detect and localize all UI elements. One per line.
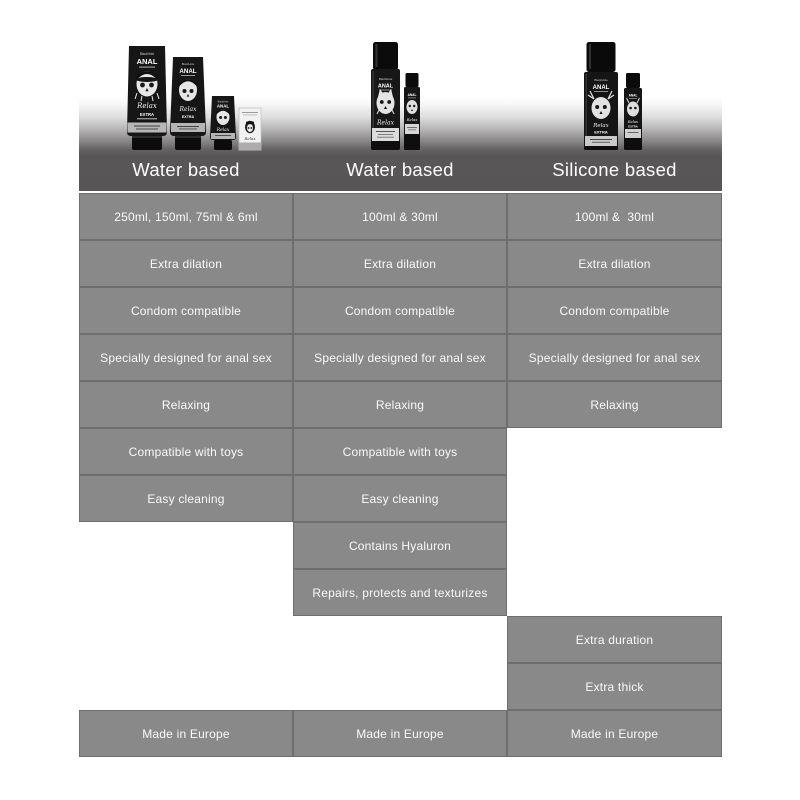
cell-c3-relaxing: Relaxing xyxy=(507,381,722,428)
cell-c2-made-in-europe: Made in Europe xyxy=(293,710,507,757)
cell-c3-made-in-europe: Made in Europe xyxy=(507,710,722,757)
label-script-text: Relax xyxy=(593,123,609,129)
cell-c3-extra-thick: Extra thick xyxy=(507,663,722,710)
label-sub-text: EXTRA xyxy=(628,124,638,129)
cell-c1-easy-cleaning: Easy cleaning xyxy=(79,475,293,522)
cell-c3-extra-dilation: Extra dilation xyxy=(507,240,722,287)
cell-c1-anal-design: Specially designed for anal sex xyxy=(79,334,293,381)
cell-c1-made-in-europe: Made in Europe xyxy=(79,710,293,757)
skull-cap-emblem-dark xyxy=(245,121,255,133)
product-image-silicone-based-sprays xyxy=(578,40,646,152)
label-sub-text: EXTRA xyxy=(594,129,608,135)
label-title-text: ANAL xyxy=(592,85,610,91)
label-script-text: Relax xyxy=(377,119,394,127)
label-sub-text: EXTRA xyxy=(181,115,195,119)
cell-c1-condom: Condom compatible xyxy=(79,287,293,334)
cell-c2-anal-design: Specially designed for anal sex xyxy=(293,334,507,381)
spray-30ml xyxy=(404,73,420,150)
cell-c2-sizes: 100ml & 30ml xyxy=(293,193,507,240)
cell-c2-easy-cleaning: Easy cleaning xyxy=(293,475,507,522)
label-title-text: ANAL xyxy=(377,83,394,90)
tube-150ml xyxy=(170,57,206,150)
wolf-emblem xyxy=(407,100,418,114)
label-script-text: Relax xyxy=(244,136,256,141)
spray-100ml xyxy=(584,42,618,150)
cell-c3-extra-duration: Extra duration xyxy=(507,616,722,663)
label-title-text: ANAL xyxy=(136,57,158,66)
cell-c2-hyaluron: Contains Hyaluron xyxy=(293,522,507,569)
label-title-text: ANAL xyxy=(407,93,417,97)
brand-text: BlackHole xyxy=(378,77,393,81)
product-image-water-based-sprays xyxy=(366,40,424,152)
cell-c2-extra-dilation: Extra dilation xyxy=(293,240,507,287)
label-title-text: ANAL xyxy=(628,93,638,98)
spray-30ml xyxy=(624,73,642,150)
label-title-text: ANAL xyxy=(179,68,197,75)
tube-75ml xyxy=(210,96,236,150)
label-sub-text: EXTRA xyxy=(139,112,155,117)
cell-c3-condom: Condom compatible xyxy=(507,287,722,334)
cell-c1-toys: Compatible with toys xyxy=(79,428,293,475)
cell-c2-relaxing: Relaxing xyxy=(293,381,507,428)
cell-c1-sizes: 250ml, 150ml, 75ml & 6ml xyxy=(79,193,293,240)
brand-text: BlackHole xyxy=(181,62,195,66)
cell-c2-repairs: Repairs, protects and texturizes xyxy=(293,569,507,616)
brand-text: BlackHole xyxy=(217,100,229,104)
label-script-text: Relax xyxy=(406,117,418,122)
label-script-text: Relax xyxy=(179,106,197,113)
cell-c2-condom: Condom compatible xyxy=(293,287,507,334)
cell-c2-toys: Compatible with toys xyxy=(293,428,507,475)
label-script-text: Relax xyxy=(216,128,230,133)
spray-100ml xyxy=(371,42,400,150)
tube-250ml xyxy=(127,46,167,150)
label-script-text: Relax xyxy=(627,120,639,124)
cell-c3-sizes: 100ml & 30ml xyxy=(507,193,722,240)
cell-c3-anal-design: Specially designed for anal sex xyxy=(507,334,722,381)
brand-text: BlackHole xyxy=(594,78,608,82)
column-header-silicone-based: Silicone based xyxy=(552,159,677,180)
column-header-water-based-sprays: Water based xyxy=(346,159,454,180)
column-header-water-based-tubes: Water based xyxy=(132,159,240,180)
cell-c1-relaxing: Relaxing xyxy=(79,381,293,428)
brand-text: BlackHole xyxy=(139,52,155,56)
label-script-text: Relax xyxy=(137,102,157,110)
label-title-text: ANAL xyxy=(216,103,230,109)
product-image-water-based-tubes xyxy=(122,44,264,152)
cell-c1-extra-dilation: Extra dilation xyxy=(79,240,293,287)
sachet-6ml xyxy=(239,108,261,150)
wolf-emblem xyxy=(377,89,395,114)
